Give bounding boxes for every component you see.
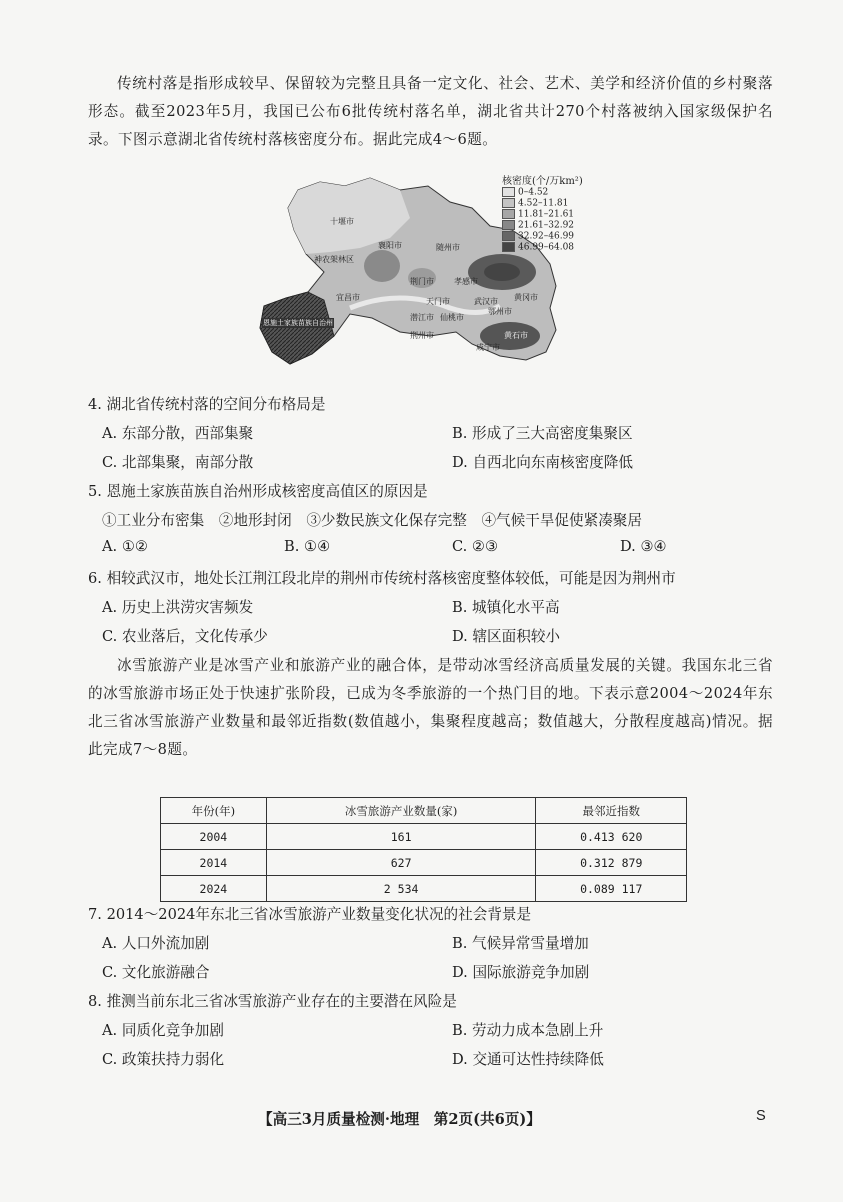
- question-8-option-c[interactable]: C. 政策扶持力弱化: [102, 1051, 225, 1068]
- table-cell: 0.089 117: [536, 876, 687, 902]
- question-8-option-d[interactable]: D. 交通可达性持续降低: [452, 1051, 604, 1068]
- map-legend-item: 11.81–21.61: [502, 209, 574, 219]
- label-shiyan: 十堰市: [330, 217, 354, 226]
- question-5-statements: ①工业分布密集 ②地形封闭 ③少数民族文化保存完整 ④气候干旱促使紧凑聚居: [102, 512, 642, 529]
- map-legend-item: 4.52–11.81: [502, 198, 568, 208]
- question-4-option-a[interactable]: A. 东部分散，西部集聚: [102, 425, 254, 442]
- map-legend-item: 0–4.52: [502, 187, 548, 197]
- label-xiaogan: 孝感市: [454, 277, 478, 286]
- density-enshi: [260, 292, 334, 364]
- question-7-option-c[interactable]: C. 文化旅游融合: [102, 964, 210, 981]
- page-footer: 【高三3月质量检测·地理 第2页(共6页)】: [258, 1111, 541, 1128]
- label-wuhan: 武汉市: [474, 297, 498, 306]
- table-cell: 0.312 879: [536, 850, 687, 876]
- question-4-option-c[interactable]: C. 北部集聚，南部分散: [102, 454, 254, 471]
- label-jingzhou: 荆州市: [410, 331, 434, 340]
- question-5-option-c[interactable]: C. ②③: [452, 538, 499, 555]
- table-cell: 2014: [161, 850, 267, 876]
- question-6-option-d[interactable]: D. 辖区面积较小: [452, 628, 561, 645]
- label-tianmen: 天门市: [426, 297, 450, 306]
- label-qianjiang: 潜江市: [410, 313, 434, 322]
- question-7-option-b[interactable]: B. 气候异常雪量增加: [452, 935, 589, 952]
- question-4-option-b[interactable]: B. 形成了三大高密度集聚区: [452, 425, 633, 442]
- map-legend-item: 21.61–32.92: [502, 220, 574, 230]
- table-cell: 161: [266, 824, 536, 850]
- table-row: [161, 824, 687, 850]
- table-header: 年份(年): [161, 798, 267, 824]
- question-6-option-a[interactable]: A. 历史上洪涝灾害频发: [102, 599, 254, 616]
- question-4-stem: 4. 湖北省传统村落的空间分布格局是: [88, 396, 326, 413]
- question-8-option-b[interactable]: B. 劳动力成本急剧上升: [452, 1022, 604, 1039]
- question-8-stem: 8. 推测当前东北三省冰雪旅游产业存在的主要潜在风险是: [88, 993, 457, 1010]
- question-7-option-a[interactable]: A. 人口外流加剧: [102, 935, 210, 952]
- map-legend-title: 核密度(个/万km²): [502, 176, 583, 187]
- table-header-row: [161, 798, 687, 824]
- label-yichang: 宜昌市: [336, 293, 360, 302]
- map-legend-item: 46.99–64.08: [502, 242, 574, 252]
- label-enshi: 恩施土家族苗族自治州: [263, 319, 333, 327]
- question-6-option-b[interactable]: B. 城镇化水平高: [452, 599, 560, 616]
- table-cell: 0.413 620: [536, 824, 687, 850]
- table-cell: 627: [266, 850, 536, 876]
- map-legend-item: 32.92–46.99: [502, 231, 574, 241]
- question-8-option-a[interactable]: A. 同质化竞争加剧: [102, 1022, 224, 1039]
- question-5-option-a[interactable]: A. ①②: [102, 538, 148, 555]
- label-xiangyang: 襄阳市: [378, 241, 402, 250]
- table-header: 最邻近指数: [536, 798, 687, 824]
- label-xiantao: 仙桃市: [440, 313, 464, 322]
- density-center: [364, 250, 400, 282]
- passage-ice-snow-tourism: 冰雪旅游产业是冰雪产业和旅游产业的融合体，是带动冰雪经济高质量发展的关键。我国东北三省的冰雪旅游市场正处于快速扩张阶段，已成为冬季旅游的一个热门目的地。下表示意2004～2024年东北三省冰雪旅游产业数量和最邻近指数(数值越小，集聚程度越高；数值越大，分散程度越高)情况。据此完成7～8题。: [88, 657, 773, 758]
- page-code: S: [756, 1108, 766, 1124]
- label-huanggang: 黄冈市: [514, 293, 538, 302]
- label-xianning: 咸宁市: [476, 343, 500, 352]
- question-7-stem: 7. 2014～2024年东北三省冰雪旅游产业数量变化状况的社会背景是: [88, 906, 532, 923]
- label-ezhou: 鄂州市: [488, 307, 512, 316]
- question-5-option-d[interactable]: D. ③④: [620, 538, 667, 555]
- table-cell: 2004: [161, 824, 267, 850]
- table-header: 冰雪旅游产业数量(家): [266, 798, 536, 824]
- question-7-option-d[interactable]: D. 国际旅游竞争加剧: [452, 964, 590, 981]
- label-suizhou: 随州市: [436, 243, 460, 252]
- label-jingmen: 荆门市: [410, 277, 434, 286]
- table-cell: 2024: [161, 876, 267, 902]
- tourism-data-table: [160, 797, 687, 902]
- label-shennongjia: 神农架林区: [314, 255, 354, 264]
- table-cell: 2 534: [266, 876, 536, 902]
- table-row: [161, 876, 687, 902]
- table-row: [161, 850, 687, 876]
- label-huangshi: 黄石市: [504, 331, 528, 340]
- question-4-option-d[interactable]: D. 自西北向东南核密度降低: [452, 454, 633, 471]
- question-6-stem: 6. 相较武汉市，地处长江荆江段北岸的荆州市传统村落核密度整体较低，可能是因为荆州市: [88, 570, 676, 587]
- passage-traditional-villages: 传统村落是指形成较早、保留较为完整且具备一定文化、社会、艺术、美学和经济价值的乡村聚落形态。截至2023年5月，我国已公布6批传统村落名单，湖北省共计270个村落被纳入国家级保护名录。下图示意湖北省传统村落核密度分布。据此完成4～6题。: [88, 75, 773, 148]
- question-6-option-c[interactable]: C. 农业落后，文化传承少: [102, 628, 268, 645]
- question-5-stem: 5. 恩施土家族苗族自治州形成核密度高值区的原因是: [88, 483, 428, 500]
- question-5-option-b[interactable]: B. ①④: [284, 538, 331, 555]
